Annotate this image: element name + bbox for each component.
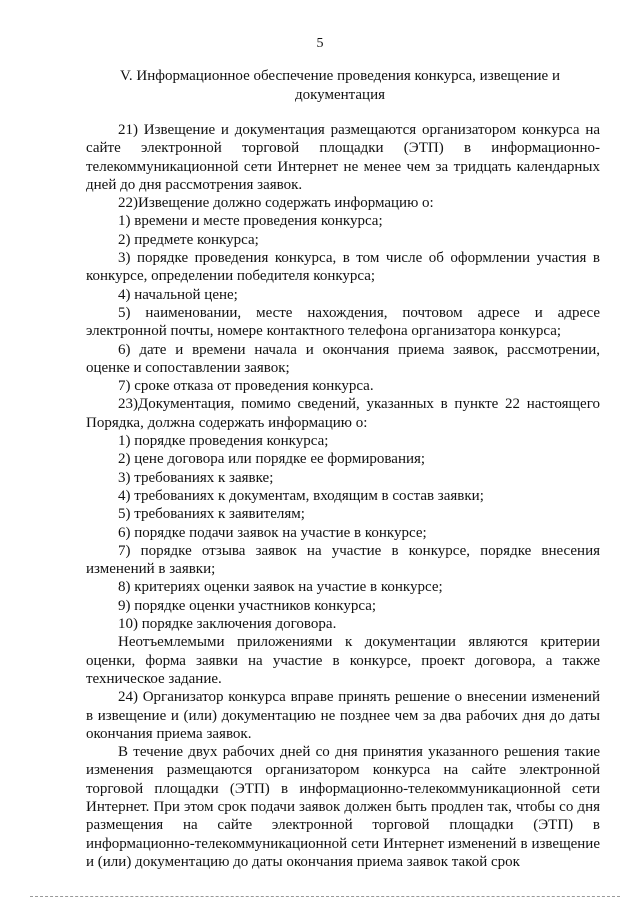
paragraph-24: 24) Организатор конкурса вправе принять решение о внесении изменений в извещение и (или) документацию не позднее чем за два рабочих дня до даты окончания приема заявок. [86,689,600,742]
paragraph-21: 21) Извещение и документация размещаются организатором конкурса на сайте электронной торговой площадки (ЭТП) в информационно-телекоммуникационной сети Интернет не менее чем за тридцать календарных дней до дня рассмотрения заявок. [86,122,600,193]
list-item: 4) начальной цене; [118,286,238,303]
list-item: 5) требованиях к заявителям; [118,506,305,523]
list-item: 6) порядке подачи заявок на участие в конкурсе; [118,524,427,541]
list-item: 1) порядке проведения конкурса; [118,433,329,450]
list-item: 3) требованиях к заявке; [118,469,274,486]
list-item: 10) порядке заключения договора. [118,616,337,633]
paragraph-23: 23)Документация, помимо сведений, указанных в пункте 22 настоящего Порядка, должна содержать информацию о: [86,396,600,431]
list-item: 6) дате и времени начала и окончания приема заявок, рассмотрении, оценке и сопоставлении заявок; [86,341,600,376]
list-item: 1) времени и месте проведения конкурса; [118,213,383,230]
paragraph-changes-term: В течение двух рабочих дней со дня принятия указанного решения такие изменения размещаются организатором конкурса на сайте электронной торговой площадки (ЭТП) в информационно-телекоммуникационной сети Интернет. При этом срок подачи заявок должен быть продлен так, чтобы со дня размещения на сайте электронной торговой площадки (ЭТП) в информационно-телекоммуникационной сети Интернет изменений в извещение и (или) документацию до даты окончания приема заявок такой срок [86,744,600,870]
list-item: 3) порядке проведения конкурса, в том числе об оформлении участия в конкурсе, определении победителя конкурса; [86,250,600,285]
paragraph-appendices: Неотъемлемыми приложениями к документации являются критерии оценки, форма заявки на участие в конкурсе, проект договора, а также техническое задание. [86,634,600,687]
list-item: 7) порядке отзыва заявок на участие в конкурсе, порядке внесения изменений в заявки; [86,542,600,578]
list-item: 4) требованиях к документам, входящим в состав заявки; [118,487,484,504]
list-item: 2) цене договора или порядке ее формирования; [118,451,426,468]
list-item: 2) предмете конкурса; [118,231,259,248]
paragraph-22: 22)Извещение должно содержать информацию о: [118,195,434,212]
document-body [86,121,600,871]
list-item: 8) критериях оценки заявок на участие в конкурсе; [118,579,443,596]
list-item: 9) порядке оценки участников конкурса; [118,597,377,614]
list-item: 7) сроке отказа от проведения конкурса. [118,378,374,395]
section-title: V. Информационное обеспечение проведения конкурса, извещение и документация [119,68,560,103]
page-bottom-divider [30,896,620,897]
list-item: 5) наименовании, месте нахождения, почтовом адресе и адресе электронной почты, номере контактного телефона организатора конкурса; [86,304,600,340]
page-number: 5 [316,36,324,51]
